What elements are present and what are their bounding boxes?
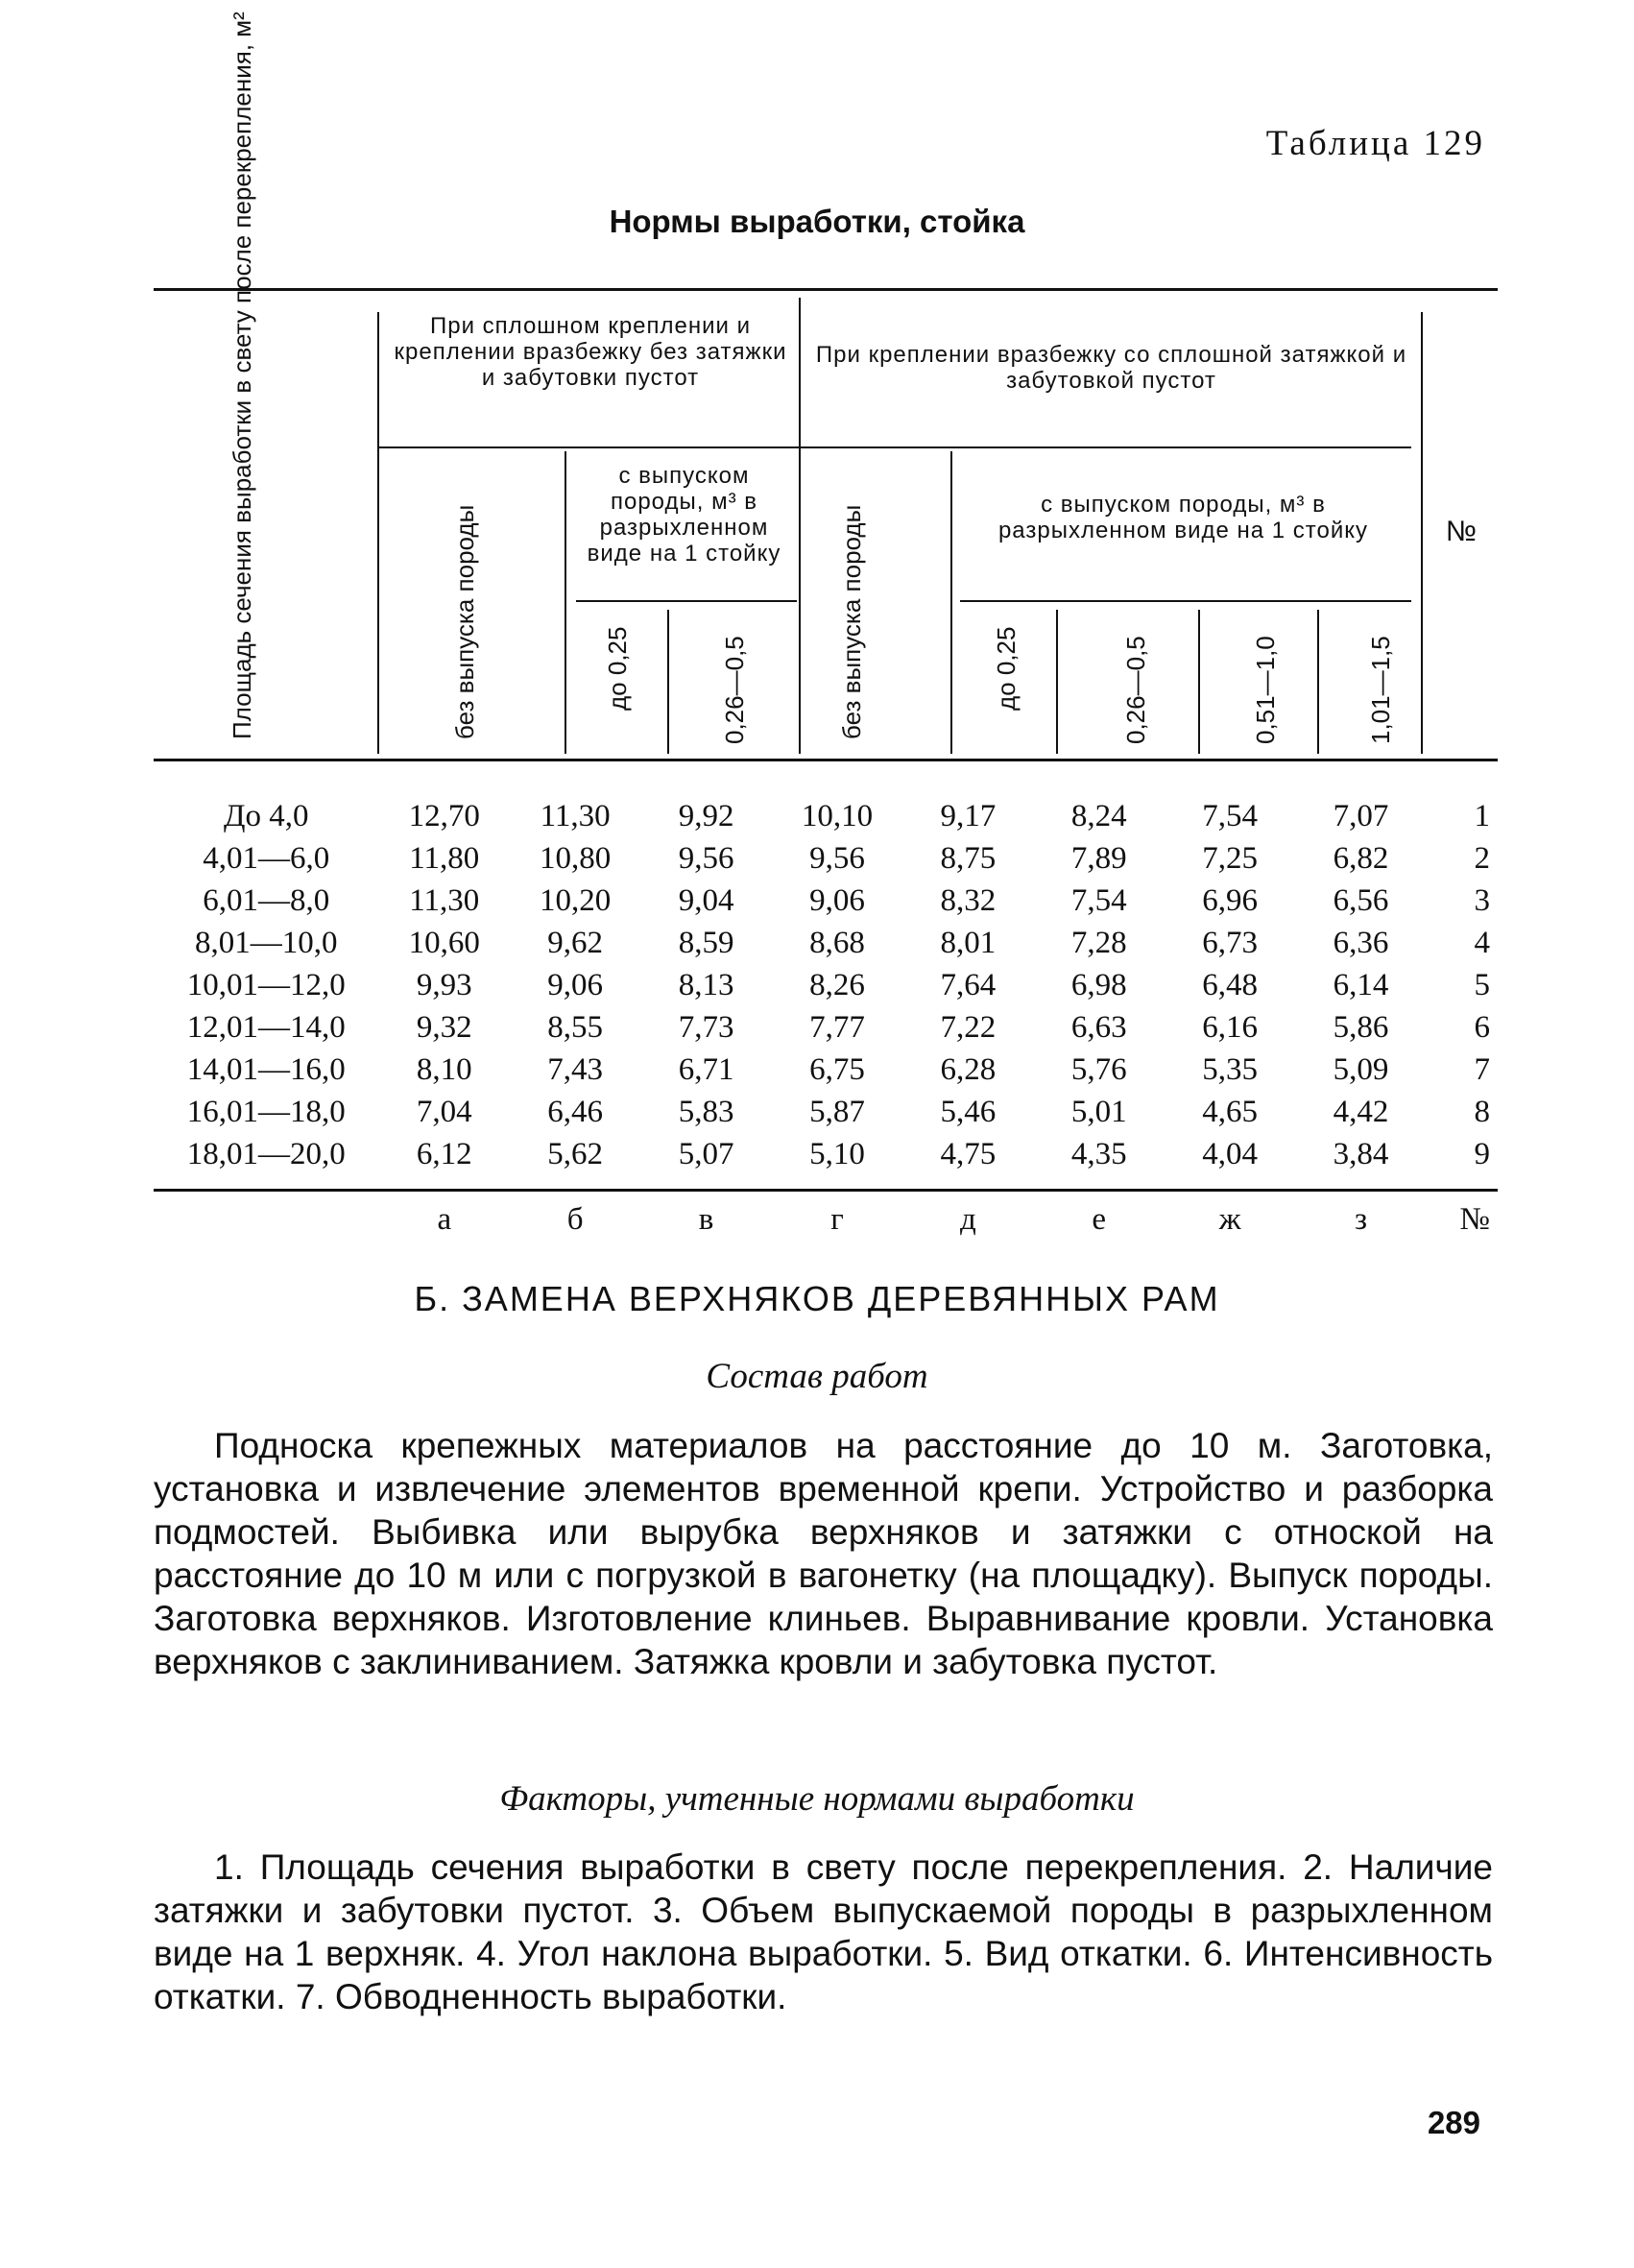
header-release-g1: с выпуском породы, м³ в разрыхленном виде на 1 стойку (587, 463, 781, 567)
release-g1-rule (576, 600, 797, 602)
table-row (154, 1091, 1498, 1133)
header-num: № (1445, 516, 1478, 547)
value-cell: 7,43 (547, 1051, 604, 1087)
value-cell: 11,30 (540, 798, 611, 833)
value-cell: 3,84 (1333, 1136, 1389, 1171)
header-area-col-text: Площадь сечения выработки в свету после перекрепления, м² (228, 12, 256, 739)
value-cell: 11,80 (409, 840, 480, 876)
table-row (154, 1133, 1498, 1175)
value-cell: 10,60 (408, 925, 480, 960)
value-cell: 9,62 (547, 925, 604, 960)
value-cell: 5,86 (1333, 1009, 1389, 1045)
data-table (154, 795, 1498, 1175)
subheading-works: Состав работ (706, 1357, 928, 1396)
value-cell: 6,96 (1202, 882, 1258, 918)
value-cell: 6,36 (1333, 925, 1389, 960)
column-letter: б (566, 1201, 584, 1237)
value-cell: 9,32 (416, 1009, 472, 1045)
header-no-release-g2-text: без выпуска породы (837, 504, 866, 739)
value-cell: 6,28 (940, 1051, 997, 1087)
value-cell: 7,22 (940, 1009, 997, 1045)
area-cell: 18,01—20,0 (186, 1136, 346, 1171)
header-sub-g2-3: 0,51—1,0 (1251, 636, 1280, 744)
value-cell: 9,93 (416, 967, 472, 1002)
value-cell: 6,46 (547, 1094, 604, 1129)
value-cell: 7,89 (1070, 840, 1127, 876)
value-cell: 7,73 (678, 1009, 734, 1045)
value-cell: 4,42 (1333, 1094, 1389, 1129)
works-paragraph: Подноска крепежных материалов на расстояние до 10 м. Заготовка, установка и извлечение элементов временной крепи. Устройство и разборка подмостей. Выбивка или вырубка верхняков и затяжки с отноской на расстояние до 10 м или с погрузкой в вагонетку (на площадку). Выпуск породы. Заготовка верхняков. Изготовление клиньев. Выравнивание кровли. Установка верхняков с заклиниванием. Затяжка кровли и забутовка пустот. (154, 1426, 1493, 1681)
vline-g2-sub1 (1056, 610, 1058, 754)
area-cell: 14,01—16,0 (186, 1051, 346, 1087)
value-cell: 6,16 (1202, 1009, 1258, 1045)
value-cell: 10,10 (801, 798, 874, 833)
value-cell: 7,54 (1202, 798, 1258, 833)
value-cell: 4,75 (940, 1136, 997, 1171)
header-sub-g2-1: до 0,25 (992, 626, 1021, 711)
row-number-cell: 2 (1474, 840, 1490, 876)
value-cell: 10,80 (540, 840, 612, 876)
header-no-release-g1-text: без выпуска породы (450, 504, 479, 739)
value-cell: 5,87 (809, 1094, 865, 1129)
value-cell: 9,06 (809, 882, 865, 918)
value-cell: 9,92 (678, 798, 734, 833)
vline-g1-sub (667, 610, 669, 754)
area-cell: 8,01—10,0 (195, 925, 338, 960)
header-sub-g1-2: 0,26—0,5 (720, 636, 749, 744)
vline-g2-sub3 (1317, 610, 1319, 754)
row-number-cell: 1 (1474, 798, 1490, 833)
table-label: Таблица 129 (1265, 124, 1485, 163)
value-cell: 5,46 (940, 1094, 997, 1129)
value-cell: 7,54 (1070, 882, 1127, 918)
value-cell: 8,24 (1070, 798, 1127, 833)
value-cell: 5,62 (547, 1136, 604, 1171)
vline-g1-norelease (565, 451, 566, 754)
area-cell: 6,01—8,0 (203, 882, 330, 918)
table-row (154, 922, 1498, 964)
row-number-cell: 9 (1474, 1136, 1490, 1171)
header-release-g2: с выпуском породы, м³ в разрыхленном виде на 1 стойку (997, 492, 1369, 543)
header-no-release-g1 (450, 504, 479, 739)
header-sub-g2-2: 0,26—0,5 (1121, 636, 1150, 744)
header-group2: При креплении вразбежку со сплошной затяжкой и забутовкой пустот (815, 342, 1407, 394)
table-bottom-rule (154, 1189, 1498, 1192)
value-cell: 5,01 (1070, 1094, 1127, 1129)
vline-area (377, 312, 379, 754)
value-cell: 6,48 (1202, 967, 1258, 1002)
value-cell: 8,13 (678, 967, 734, 1002)
value-cell: 7,28 (1070, 925, 1127, 960)
area-cell: 12,01—14,0 (186, 1009, 346, 1045)
column-letter: з (1355, 1201, 1368, 1237)
row-number-cell: 4 (1474, 925, 1490, 960)
table-top-rule (154, 288, 1498, 291)
column-letters-row (154, 1198, 1498, 1241)
header-area-col (228, 12, 256, 739)
row-number-cell: 7 (1474, 1051, 1490, 1087)
group-divider-rule (379, 446, 1411, 448)
factors-paragraph: 1. Площадь сечения выработки в свету после перекрепления. 2. Наличие затяжки и забутовки пустот. 3. Объем выпускаемой породы в разрыхленном виде на 1 верхняк. 4. Угол наклона выработки. 5. Вид откатки. 6. Интенсивность откатки. 7. Обводненность выработки. (154, 1847, 1493, 2016)
table-row (154, 1006, 1498, 1049)
area-cell: 10,01—12,0 (186, 967, 346, 1002)
value-cell: 6,75 (809, 1051, 865, 1087)
value-cell: 4,04 (1202, 1136, 1258, 1171)
row-number-cell: 3 (1474, 882, 1490, 918)
row-number-cell: 5 (1474, 967, 1490, 1002)
value-cell: 8,59 (678, 925, 734, 960)
value-cell: 5,07 (678, 1136, 734, 1171)
table-row (154, 1049, 1498, 1091)
vline-g2-sub2 (1198, 610, 1200, 754)
header-group1: При сплошном креплении и креплении вразбежку без затяжки и забутовки пустот (394, 313, 787, 391)
vline-num (1421, 312, 1423, 754)
value-cell: 4,35 (1070, 1136, 1127, 1171)
column-letter: в (698, 1201, 714, 1237)
value-cell: 4,65 (1202, 1094, 1258, 1129)
value-cell: 9,06 (547, 967, 604, 1002)
value-cell: 8,10 (416, 1051, 472, 1087)
value-cell: 7,77 (809, 1009, 865, 1045)
column-letter: ж (1218, 1201, 1241, 1237)
value-cell: 8,32 (940, 882, 997, 918)
vline-g2-norelease (950, 451, 952, 754)
value-cell: 9,04 (678, 882, 734, 918)
column-letter: № (1459, 1201, 1490, 1237)
value-cell: 8,68 (809, 925, 865, 960)
vline-g1-split (799, 298, 801, 754)
column-letter: е (1092, 1201, 1107, 1237)
value-cell: 7,64 (940, 967, 997, 1002)
value-cell: 8,55 (547, 1009, 604, 1045)
value-cell: 9,56 (678, 840, 734, 876)
release-g2-rule (960, 600, 1411, 602)
value-cell: 6,82 (1333, 840, 1389, 876)
column-letter: а (437, 1201, 452, 1237)
value-cell: 5,83 (678, 1094, 734, 1129)
area-cell: До 4,0 (224, 798, 309, 833)
value-cell: 7,07 (1333, 798, 1389, 833)
value-cell: 6,63 (1070, 1009, 1127, 1045)
header-sub-g1-1: до 0,25 (603, 626, 632, 711)
value-cell: 7,04 (416, 1094, 472, 1129)
value-cell: 6,98 (1070, 967, 1127, 1002)
value-cell: 5,35 (1202, 1051, 1258, 1087)
column-letter: г (830, 1201, 844, 1237)
value-cell: 6,12 (416, 1136, 472, 1171)
value-cell: 9,17 (940, 798, 997, 833)
value-cell: 12,70 (408, 798, 480, 833)
value-cell: 8,26 (809, 967, 865, 1002)
value-cell: 5,10 (809, 1136, 865, 1171)
letter-spacer (154, 1198, 379, 1241)
table-row (154, 837, 1498, 880)
table-title: Нормы выработки, стойка (609, 204, 1025, 239)
value-cell: 8,01 (940, 925, 997, 960)
value-cell: 6,14 (1333, 967, 1389, 1002)
header-no-release-g2 (837, 504, 866, 739)
table-row (154, 964, 1498, 1006)
header-bottom-rule (154, 759, 1498, 761)
section-heading: Б. ЗАМЕНА ВЕРХНЯКОВ ДЕРЕВЯННЫХ РАМ (414, 1279, 1220, 1318)
value-cell: 10,20 (540, 882, 612, 918)
value-cell: 6,56 (1333, 882, 1389, 918)
value-cell: 7,25 (1202, 840, 1258, 876)
page-number: 289 (1427, 2105, 1480, 2140)
value-cell: 5,76 (1070, 1051, 1127, 1087)
header-sub-g2-4: 1,01—1,5 (1366, 636, 1395, 744)
area-cell: 4,01—6,0 (203, 840, 330, 876)
area-cell: 16,01—18,0 (186, 1094, 346, 1129)
value-cell: 6,73 (1202, 925, 1258, 960)
row-number-cell: 6 (1474, 1009, 1490, 1045)
table-row (154, 795, 1498, 837)
value-cell: 5,09 (1333, 1051, 1389, 1087)
row-number-cell: 8 (1474, 1094, 1490, 1129)
value-cell: 11,30 (409, 882, 480, 918)
table-row (154, 880, 1498, 922)
value-cell: 8,75 (940, 840, 997, 876)
column-letter: д (959, 1201, 976, 1237)
value-cell: 9,56 (809, 840, 865, 876)
value-cell: 6,71 (678, 1051, 734, 1087)
subheading-factors: Факторы, учтенные нормами выработки (499, 1779, 1135, 1819)
